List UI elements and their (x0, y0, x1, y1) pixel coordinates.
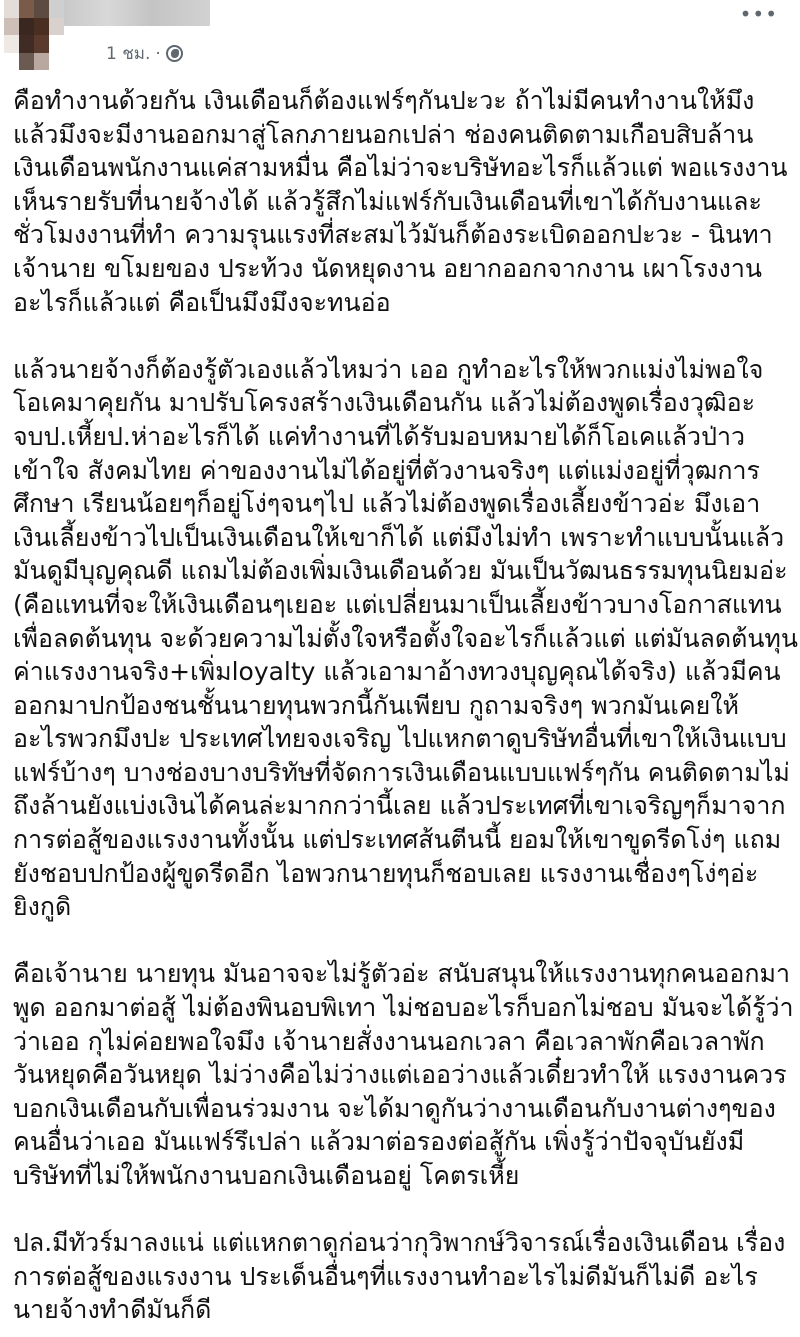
post-text-line: เข้าใจ สังคมไทย ค่าของงานไม่ได้อยู่ที่ตัวงานจริงๆ แต่แม่งอยู่ที่วุฒการ (13, 455, 760, 485)
post-text-line: จบป.เหี้ยป.ห่าอะไรก็ได้ แค่ทำงานที่ได้รับมอบหมายได้ก็โอเคแล้วป่าว (13, 421, 746, 451)
post-text-line: (คือแทนที่จะให้เงินเดือนๆเยอะ แต่เปลี่ยนมาเป็นเลี้ยงข้าวบางโอกาสแทน (13, 589, 782, 619)
paragraph-gap (13, 1193, 793, 1227)
post-text-line: ศึกษา เรียนน้อยๆก็อยู่โง่ๆจนๆไป แล้วไม่ต้องพูดเรื่องเลี้ยงข้าวอ่ะ มึงเอา (13, 489, 761, 519)
post-text-line: นายจ้างทำดีมันก็ดี (13, 1295, 212, 1325)
post-text-line: เห็นรายรับที่นายจ้างได้ แล้วรู้สึกไม่แฟร์กับเงินเดือนที่เขาได้กับงานและ (13, 186, 762, 216)
post-text-line: ยังชอบปกป้องผู้ขูดรีดอีก ไอพวกนายทุนก็ชอบเลย แรงงานเชื่องๆโง่ๆอ่ะ (13, 858, 759, 888)
post-text-line: เงินเลี้ยงข้าวไปเป็นเงินเดือนให้เขาก็ได้ แต่มึงไม่ทำ เพราะทำแบบนั้นแล้ว (13, 522, 785, 552)
author-name-blurred[interactable] (64, 0, 210, 26)
separator: · (155, 43, 161, 64)
more-options-button[interactable]: ••• (739, 2, 778, 26)
post-text-line: การต่อสู้ของแรงงาน ประเด็นอื่นๆที่แรงงานทำอะไรไม่ดีมันก็ไม่ดี อะไร (13, 1261, 758, 1291)
post-text-line: ปล.มีทัวร์มาลงแน่ แต่แหกตาดูก่อนว่ากุวิพากษ์วิจารณ์เรื่องเงินเดือน เรื่อง (13, 1228, 786, 1258)
post-text-line: ยิงกูดิ (13, 892, 72, 922)
post-text-line: คือทำงานด้วยกัน เงินเดือนก็ต้องแฟร์ๆกันปะวะ ถ้าไม่มีคนทำงานให้มึง (13, 86, 755, 115)
post-text-line: เงินเดือนพนักงานแค่สามหมื่น คือไม่ว่าจะบริษัทอะไรก็แล้วแต่ พอแรงงาน (13, 153, 788, 183)
post-text-line: ค่าแรงงานจริง+เพิ่มloyalty แล้วเอามาอ้างทวงบุญคุณได้จริง) แล้วมีคน (13, 657, 781, 687)
globe-icon[interactable] (166, 45, 183, 62)
post-text-line: โอเคมาคุยกัน มาปรับโครงสร้างเงินเดือนกัน แล้วไม่ต้องพูดเรื่องวุฒิอะ (13, 388, 756, 418)
post-text-line: อะไรก็แล้วแต่ คือเป็นมึงมึงจะทนอ่อ (13, 287, 391, 317)
post-body (13, 84, 798, 1327)
post-text-line: อะไรพวกมึงปะ ประเทศไทยจงเจริญ ไปแหกตาดูบริษัทอื่นที่เขาให้เงินแบบ (13, 724, 787, 754)
post-text-line: คือเจ้านาย นายทุน มันอาจจะไม่รู้ตัวอ่ะ สนับสนุนให้แรงงานทุกคนออกมา (13, 959, 791, 989)
post-text-line: บอกเงินเดือนกับเพื่อนร่วมงาน จะได้มาดูกันว่างานเดือนกับงานต่างๆของ (13, 1093, 776, 1123)
post-meta (106, 40, 183, 67)
paragraph-gap (13, 319, 793, 353)
timestamp[interactable]: 1 ชม. (106, 44, 151, 64)
post-paragraph (13, 353, 798, 924)
post-text-line: บริษัทที่ไม่ให้พนักงานบอกเงินเดือนอยู่ โคตรเหี้ย (13, 1161, 520, 1190)
post-text-line: การต่อสู้ของแรงงานทั้งนั้น แต่ประเทศส้นตีนนี้ ยอมให้เขาขูดรีดโง่ๆ แถม (13, 825, 782, 855)
avatar-blurred[interactable] (4, 0, 64, 70)
post-text-line: วันหยุดคือวันหยุด ไม่ว่างคือไม่ว่างแต่เออว่างแล้วเดี๋ยวทำให้ แรงงานควร (13, 1060, 787, 1090)
post-text-line: พูด ออกมาต่อสู้ ไม่ต้องพินอบพิเทา ไม่ชอบอะไรก็บอกไม่ชอบ มันจะได้รู้ว่า (13, 993, 794, 1023)
post-text-line: ออกมาปกป้องชนชั้นนายทุนพวกนี้กันเพียบ กูถามจริงๆ พวกมันเคยให้ (13, 690, 739, 720)
post-text-line: คนอื่นว่าเออ มันแฟร์รึเปล่า แล้วมาต่อรองต่อสู้กัน เพิ่งรู้ว่าปัจจุบันยังมี (13, 1127, 745, 1157)
post-text-line: มันดูมีบุญคุณดี แถมไม่ต้องเพิ่มเงินเดือนด้วย มันเป็นวัฒนธรรมทุนนิยมอ่ะ (13, 556, 788, 586)
post-text-line: เพื่อลดต้นทุน จะด้วยความไม่ตั้งใจหรือตั้งใจอะไรก็แล้วแต่ แต่มันลดต้นทุน (13, 623, 798, 653)
post-text-line: ชั่วโมงงานที่ทำ ความรุนแรงที่สะสมไว้มันก็ต้องระเบิดออกปะวะ - นินทา (13, 220, 773, 250)
post-text-line: ว่าเออ กุไม่ค่อยพอใจมึง เจ้านายสั่งงานนอกเวลา คือเวลาพักคือเวลาพัก (13, 1026, 765, 1056)
post-text-line: แล้วมึงจะมีงานออกมาสู่โลกภายนอกเปล่า ช่องคนติดตามเกือบสิบล้าน (13, 119, 754, 149)
post-paragraph (13, 84, 793, 319)
post-text-line: ถึงล้านยังแบ่งเงินได้คนล่ะมากกว่านี้เลย แล้วประเทศที่เขาเจริญๆก็มาจาก (13, 791, 786, 821)
paragraph-gap (13, 924, 793, 958)
post-paragraph (13, 957, 793, 1192)
post-text-line: แฟร์บ้างๆ บางช่องบางบริทัษที่จัดการเงินเดือนแบบแฟร์ๆกัน คนติดตามไม่ (13, 757, 790, 787)
post-text-line: เจ้านาย ขโมยของ ประท้วง นัดหยุดงาน อยากออกจากงาน เผาโรงงาน (13, 253, 762, 283)
post-text-line: แล้วนายจ้างก็ต้องรู้ตัวเองแล้วไหมว่า เออ กูทำอะไรให้พวกแม่งไม่พอใจ (13, 354, 764, 384)
post-paragraph (13, 1226, 793, 1327)
